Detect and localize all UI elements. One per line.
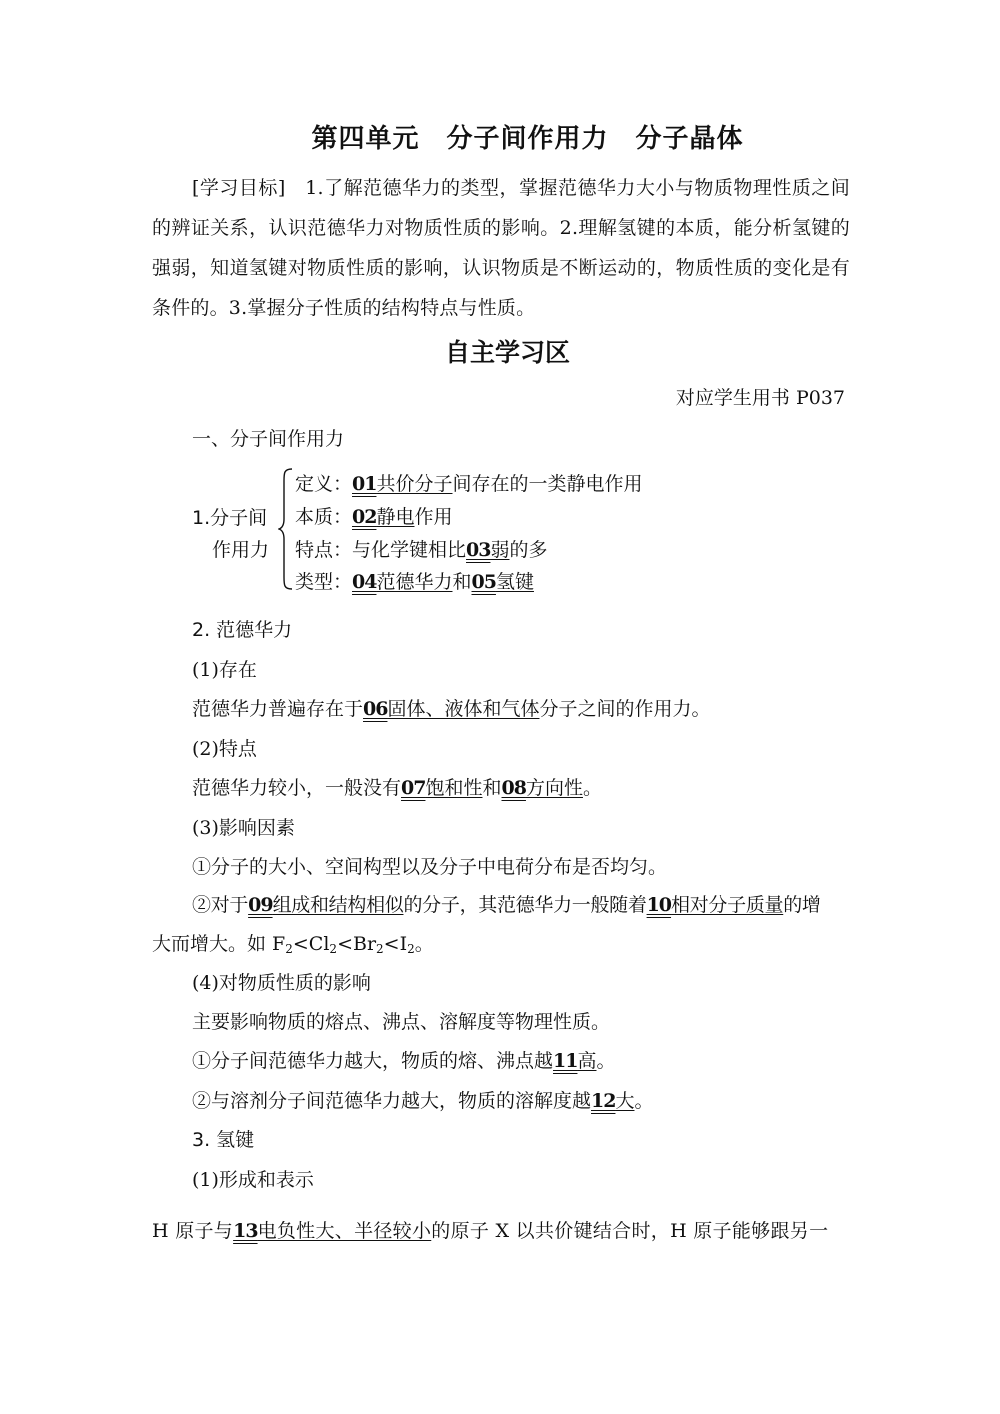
objectives-label: [学习目标] — [192, 177, 286, 199]
brace-item-nature — [295, 502, 453, 529]
learning-objectives — [152, 168, 850, 328]
item-prefix: 特点：与化学键相比 — [295, 539, 467, 561]
text: < — [337, 933, 353, 955]
text: 的增 — [783, 894, 821, 916]
blank-number: 13 — [233, 1220, 258, 1242]
features-text — [192, 773, 602, 800]
brace-item-type — [295, 567, 534, 594]
blank-answer: 相对分子质量 — [671, 894, 784, 916]
text: 的原子 X 以共价键结合时，H 原子能够跟另一 — [431, 1220, 829, 1242]
factors-heading: (3)影响因素 — [192, 817, 295, 839]
formula-element: F — [272, 933, 286, 955]
blank-number: 01 — [352, 473, 377, 495]
text: H 原子与 — [152, 1220, 234, 1242]
text: ②对于 — [192, 894, 249, 916]
subscript: 2 — [285, 942, 293, 956]
book-reference: 对应学生用书 P037 — [675, 387, 845, 409]
blank-answer: 共价分子 — [376, 473, 453, 495]
blank-number: 12 — [591, 1090, 616, 1112]
brace-item-feature — [295, 535, 548, 562]
subscript: 2 — [407, 942, 415, 956]
blank-number: 02 — [352, 506, 377, 528]
blank-number: 09 — [248, 894, 273, 916]
blank-answer: 大 — [615, 1090, 635, 1112]
item-suffix: 的多 — [509, 539, 548, 561]
text: ①分子间范德华力越大，物质的熔、沸点越 — [192, 1050, 554, 1072]
part1-heading: 一、分子间作用力 — [192, 428, 345, 450]
blank-answer: 方向性 — [525, 777, 583, 799]
effects-intro: 主要影响物质的熔点、沸点、溶解度等物理性质。 — [192, 1011, 611, 1033]
text: 。 — [634, 1090, 654, 1112]
intermolecular-force-summary — [192, 465, 692, 595]
blank-answer: 静电 — [376, 506, 415, 528]
text: 范德华力较小，一般没有 — [192, 777, 402, 799]
curly-brace-icon — [278, 467, 294, 591]
blank-answer: 组成和结构相似 — [272, 894, 404, 916]
item-prefix: 类型： — [295, 571, 353, 593]
blank-number: 10 — [646, 894, 672, 916]
text: 。 — [582, 777, 602, 799]
subscript: 2 — [376, 942, 384, 956]
brace-label-line2: 作用力 — [212, 539, 270, 561]
blank-answer: 电负性大、半径较小 — [257, 1220, 432, 1242]
formula-element: Br — [352, 933, 377, 955]
features-heading: (2)特点 — [192, 738, 257, 760]
text: ②与溶剂分子间范德华力越大，物质的溶解度越 — [192, 1090, 592, 1112]
page-title: 第四单元 分子间作用力 分子晶体 — [311, 124, 744, 154]
text: 。 — [414, 933, 434, 955]
item-prefix: 本质： — [295, 506, 353, 528]
part2-heading: 2. 范德华力 — [192, 619, 293, 641]
exist-heading: (1)存在 — [192, 659, 257, 681]
item-suffix: 作用 — [414, 506, 453, 528]
text: 大而增大。如 — [152, 933, 273, 955]
section-title: 自主学习区 — [444, 338, 570, 367]
text: < — [292, 933, 309, 955]
brace-label-line1: 1.分子间 — [192, 507, 268, 529]
blank-number: 07 — [401, 777, 426, 799]
factors-item2-continued — [152, 929, 434, 956]
text: < — [383, 933, 400, 955]
blank-answer: 弱 — [490, 539, 510, 561]
brace-item-definition — [295, 469, 643, 496]
blank-answer: 饱和性 — [425, 777, 483, 799]
blank-number: 06 — [363, 698, 388, 720]
formation-heading: (1)形成和表示 — [192, 1169, 314, 1191]
blank-number: 04 — [352, 571, 377, 593]
blank-number: 11 — [553, 1050, 578, 1072]
blank-answer: 范德华力 — [376, 571, 453, 593]
hydrogen-bond-text — [152, 1216, 852, 1243]
item-suffix: 间存在的一类静电作用 — [452, 473, 643, 495]
formula-element: I — [399, 933, 408, 955]
objectives-text: 1.了解范德华力的类型，掌握范德华力大小与物质物理性质之间的辨证关系，认识范德华力对物质性质的影响。2.理解氢键的本质，能分析氢键的强弱，知道氢键对物质性质的影响，认识物质是不断运动的，物质性质的变化是有条件的。3.掌握分子性质的结构特点与性质。 — [152, 177, 850, 319]
blank-number: 03 — [466, 539, 491, 561]
text: 范德华力普遍存在于 — [192, 698, 364, 720]
blank-answer: 固体、液体和气体 — [387, 698, 540, 720]
subscript: 2 — [329, 942, 338, 956]
part3-heading: 3. 氢键 — [192, 1129, 255, 1151]
factors-item1: ①分子的大小、空间构型以及分子中电荷分布是否均匀。 — [192, 856, 668, 878]
item-prefix: 定义： — [295, 473, 353, 495]
effects-heading: (4)对物质性质的影响 — [192, 972, 371, 994]
blank-answer: 氢键 — [495, 571, 534, 593]
effects-item2 — [192, 1086, 654, 1113]
text: 的分子，其范德华力一般随着 — [403, 894, 647, 916]
text: 分子之间的作用力。 — [539, 698, 711, 720]
effects-item1 — [192, 1046, 616, 1073]
exist-text — [192, 694, 711, 721]
blank-number: 08 — [501, 777, 526, 799]
blank-answer: 高 — [577, 1050, 597, 1072]
text: 和 — [482, 777, 502, 799]
factors-item2 — [192, 890, 821, 917]
formula-element: Cl — [308, 933, 330, 955]
item-mid: 和 — [452, 571, 472, 593]
text: 。 — [596, 1050, 616, 1072]
blank-number: 05 — [471, 571, 496, 593]
